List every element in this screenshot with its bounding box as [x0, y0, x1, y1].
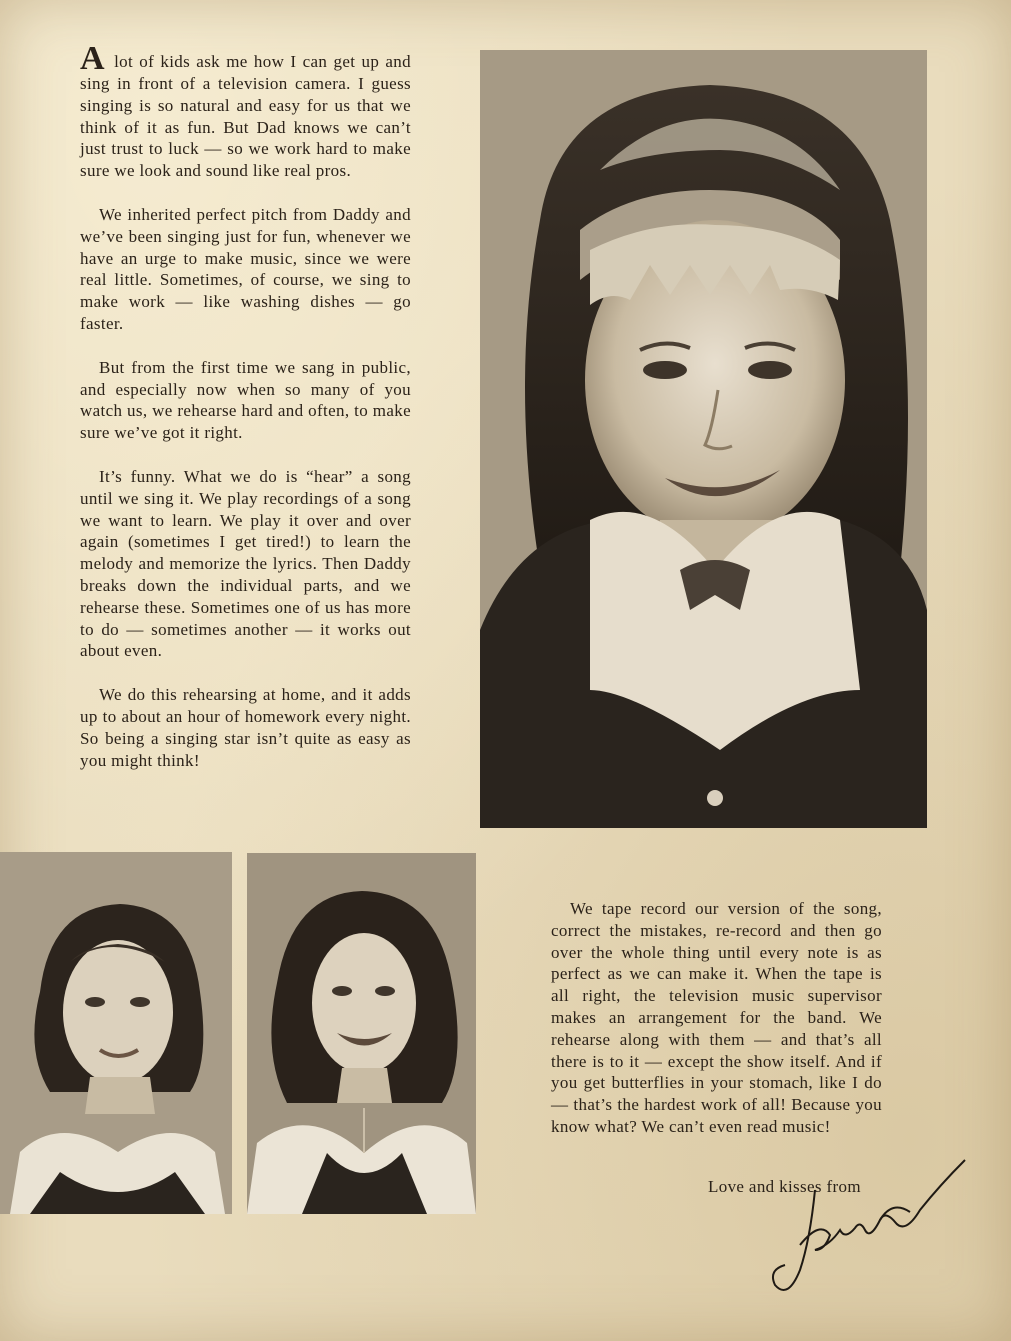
- girl-portrait-illustration: [480, 50, 927, 828]
- article-paragraph-1: [80, 40, 411, 182]
- woman-portrait-illustration: [0, 852, 232, 1214]
- signature-janet: [760, 1150, 970, 1310]
- article-paragraph-4: It’s funny. What we do is “hear” a song until we sing it. We play recordings of a song we want to learn. We play it over and over again (sometimes I get tired!) to learn the melody and memorize the lyrics. Then Daddy breaks down the individual parts, and we rehearse these. Sometimes one of us has more to do — sometimes another — it works out about even.: [80, 466, 411, 661]
- drop-cap: A: [80, 40, 105, 77]
- article-paragraph-5: We do this rehearsing at home, and it adds up to about an hour of homework every night. So being a singing star isn’t quite as easy as you might think!: [80, 685, 411, 770]
- article-main-column: [80, 40, 411, 793]
- article-continuation-column: [551, 898, 882, 1138]
- paragraph-text: lot of kids ask me how I can get up and sing in front of a television camera. I guess singing is so natural and easy for us that we think of it as fun. But Dad knows we can’t just trust to luck — so we work hard to make sure we look and sound like real pros.: [80, 52, 411, 181]
- signoff-text: Love and kisses from: [708, 1177, 861, 1196]
- left-portrait-photo: [0, 852, 232, 1214]
- article-paragraph-2: We inherited perfect pitch from Daddy and we’ve been singing just for fun, whenever we have an urge to make music, since we were real little. Sometimes, of course, we sing to make work — like washing dishes — go faster.: [80, 204, 411, 333]
- article-paragraph-3: But from the first time we sang in public, and especially now when so many of you watch us, we rehearse hard and often, to make sure we’ve got it right.: [80, 357, 411, 443]
- article-paragraph-6: We tape record our version of the song, correct the mistakes, re-record and then go over the whole thing until every note is as perfect as we can make it. When the tape is all right, the television music supervisor makes an arrangement for the band. We rehearse along with them — and that’s all there is to it — except the show itself. And if you get butterflies in your stomach, like I do — that’s the hardest work of all! Because you know what? We can’t even read music!: [551, 899, 882, 1136]
- large-portrait-photo: [480, 50, 927, 828]
- teen-portrait-illustration: [247, 853, 476, 1214]
- middle-portrait-photo: [247, 853, 476, 1214]
